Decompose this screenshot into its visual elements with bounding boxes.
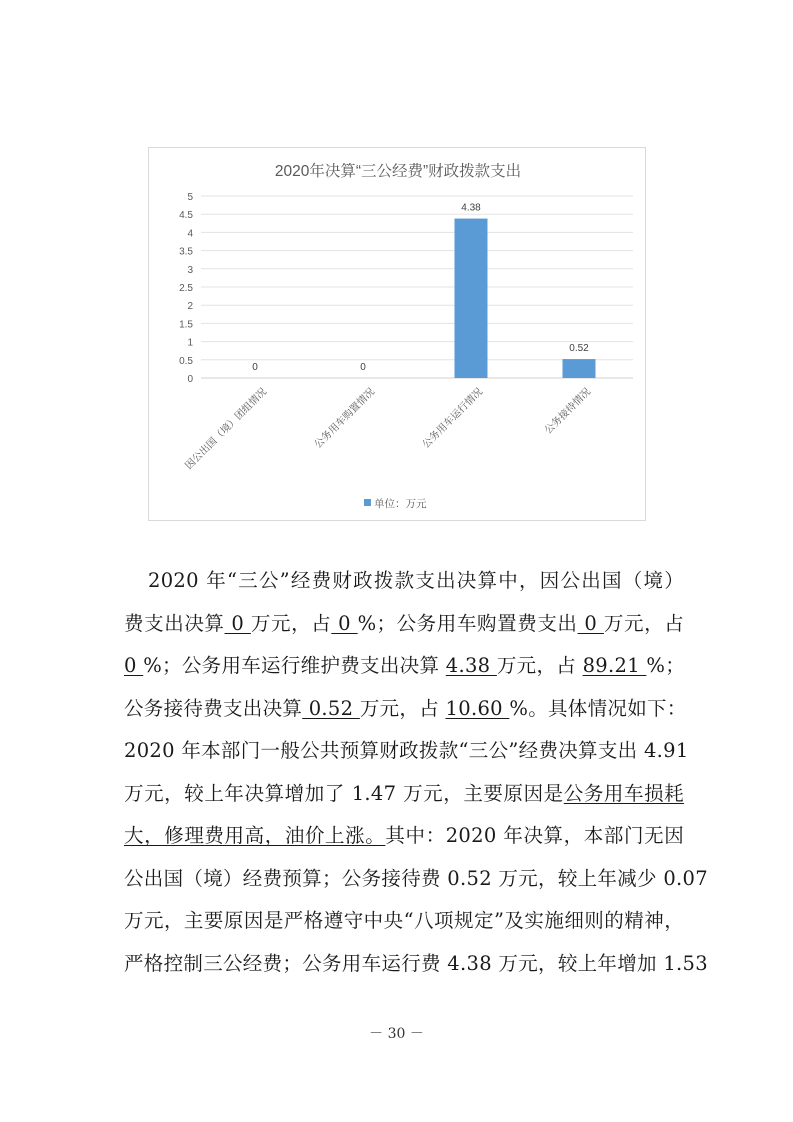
data-label: 0: [252, 362, 258, 373]
page-number: － 30 －: [369, 1026, 424, 1042]
x-tick-label: 因公出国（境）团组情况: [183, 386, 270, 472]
underlined-text: 0: [224, 611, 251, 635]
text-segment: 公出国（境）经费预算；公务接待费 0.52 万元，较上年减少 0.07: [124, 866, 708, 890]
text-segment: 2020 年“三公”经费财政拨款支出决算中，因公出国（境）: [148, 569, 684, 592]
chart-container: [148, 147, 646, 521]
underlined-text: 0: [577, 611, 604, 635]
chart-title: 2020年决算“三公经费”财政拨款支出: [274, 163, 522, 180]
x-tick-label: 公务用车运行情况: [420, 386, 486, 451]
bar: [455, 219, 488, 378]
underlined-text: 大，修理费用高，油价上涨。: [124, 824, 386, 847]
text-line: [124, 773, 684, 816]
text-line: [124, 645, 684, 688]
y-tick-label: 1: [187, 337, 193, 349]
text-segment: 万元，主要原因是严格遵守中央“八项规定”及实施细则的精神，: [124, 909, 684, 932]
text-segment: %。具体情况如下：: [509, 696, 687, 720]
text-line: [124, 560, 684, 603]
data-label: 4.38: [461, 202, 481, 214]
text-line: [124, 900, 684, 943]
text-segment: %；公务用车购置费支出: [357, 611, 578, 635]
text-segment: 2020 年本部门一般公共预算财政拨款“三公”经费决算支出 4.91: [124, 739, 689, 762]
bar: [563, 359, 596, 378]
y-tick-label: 1.5: [179, 319, 193, 331]
text-line: [124, 943, 708, 986]
text-line: [124, 858, 708, 901]
text-segment: 费支出决算: [124, 611, 225, 635]
data-label: 0: [360, 362, 366, 373]
legend-swatch: [364, 499, 371, 506]
underlined-text: 89.21: [582, 654, 647, 677]
text-segment: %；: [646, 654, 686, 677]
underlined-text: 0: [124, 654, 144, 677]
text-segment: 万元，占: [250, 611, 332, 635]
y-tick-label: 4.5: [179, 210, 193, 222]
text-segment: 严格控制三公经费；公务用车运行费 4.38 万元，较上年增加 1.53: [124, 951, 708, 975]
text-segment: 万元，占: [359, 696, 446, 720]
text-segment: 其中：2020 年决算，本部门无因: [385, 824, 684, 847]
underlined-text: 公务用车损耗: [563, 781, 684, 805]
y-tick-label: 2: [187, 301, 193, 313]
text-segment: 万元，占: [496, 654, 583, 677]
text-line: [124, 603, 684, 646]
text-segment: %；公务用车运行维护费支出决算: [143, 654, 446, 677]
y-tick-label: 0: [187, 374, 193, 385]
legend-label: 单位：万元: [374, 498, 427, 510]
text-line: [124, 815, 684, 858]
underlined-text: 0: [331, 611, 358, 635]
y-tick-label: 0.5: [179, 355, 193, 367]
bar-chart: [149, 148, 647, 522]
text-segment: 万元，较上年决算增加了 1.47 万元，主要原因是: [124, 781, 564, 805]
y-tick-label: 2.5: [179, 283, 193, 294]
data-label: 0.52: [569, 343, 589, 355]
underlined-text: 4.38: [445, 654, 497, 677]
underlined-text: 0.52: [302, 696, 360, 720]
text-line: [124, 730, 689, 773]
y-tick-label: 5: [187, 192, 193, 203]
text-segment: 公务接待费支出决算: [124, 696, 303, 720]
underlined-text: 10.60: [445, 696, 510, 720]
y-tick-label: 4: [187, 228, 193, 240]
text-line: [124, 688, 687, 731]
body-paragraph: [124, 560, 708, 985]
x-tick-label: 公务接待情况: [542, 386, 594, 437]
x-tick-label: 公务用车购置情况: [312, 386, 378, 451]
text-segment: 万元，占: [603, 611, 684, 635]
y-tick-label: 3: [187, 264, 193, 276]
y-tick-label: 3.5: [179, 246, 193, 258]
